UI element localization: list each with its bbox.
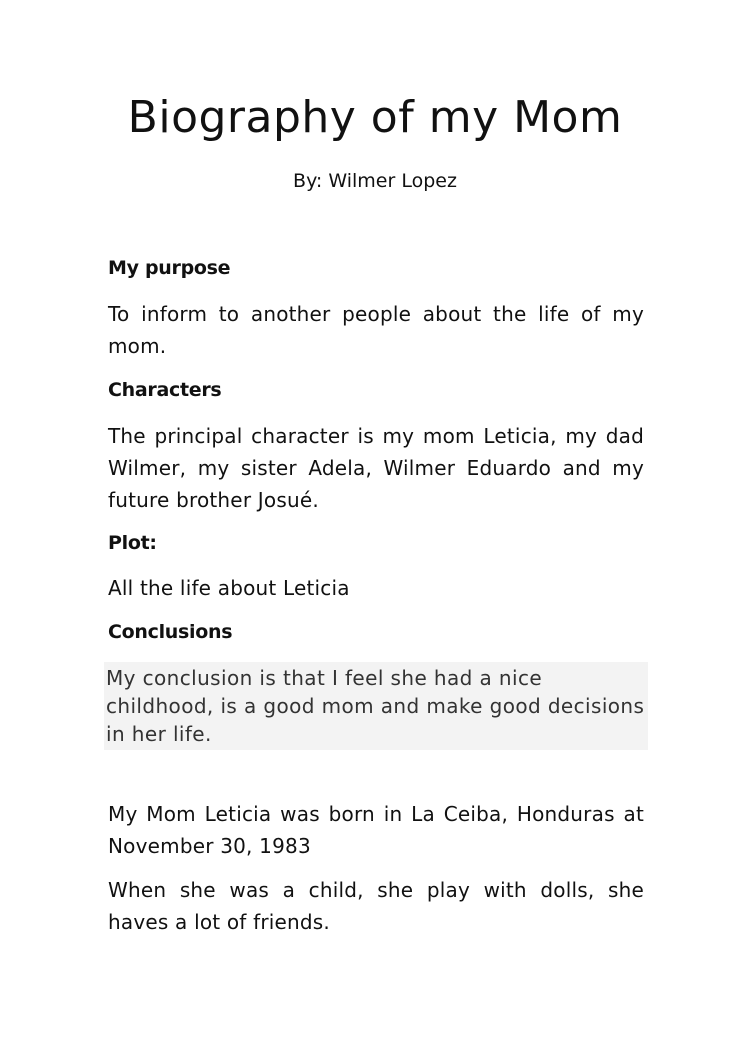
characters-text: The principal character is my mom Leticia, my dad Wilmer, my sister Adela, Wilmer Eduardo and my future brother Josué. <box>108 424 644 512</box>
paragraph-childhood: When she was a child, she play with dolls, she haves a lot of friends. <box>108 878 644 934</box>
page-title: Biography of my Mom <box>127 92 623 143</box>
purpose-text: To inform to another people about the life of my mom. <box>108 302 644 358</box>
plot-text: All the life about Leticia <box>108 576 350 600</box>
heading-characters: Characters <box>108 379 222 401</box>
paragraph-birth: My Mom Leticia was born in La Ceiba, Honduras at November 30, 1983 <box>108 802 644 858</box>
byline: By: Wilmer Lopez <box>293 170 457 192</box>
heading-purpose: My purpose <box>108 257 231 279</box>
heading-conclusions: Conclusions <box>108 621 233 643</box>
conclusion-text: My conclusion is that I feel she had a nice childhood, is a good mom and make good decisions in her life. <box>104 662 648 750</box>
heading-plot: Plot: <box>108 532 157 554</box>
